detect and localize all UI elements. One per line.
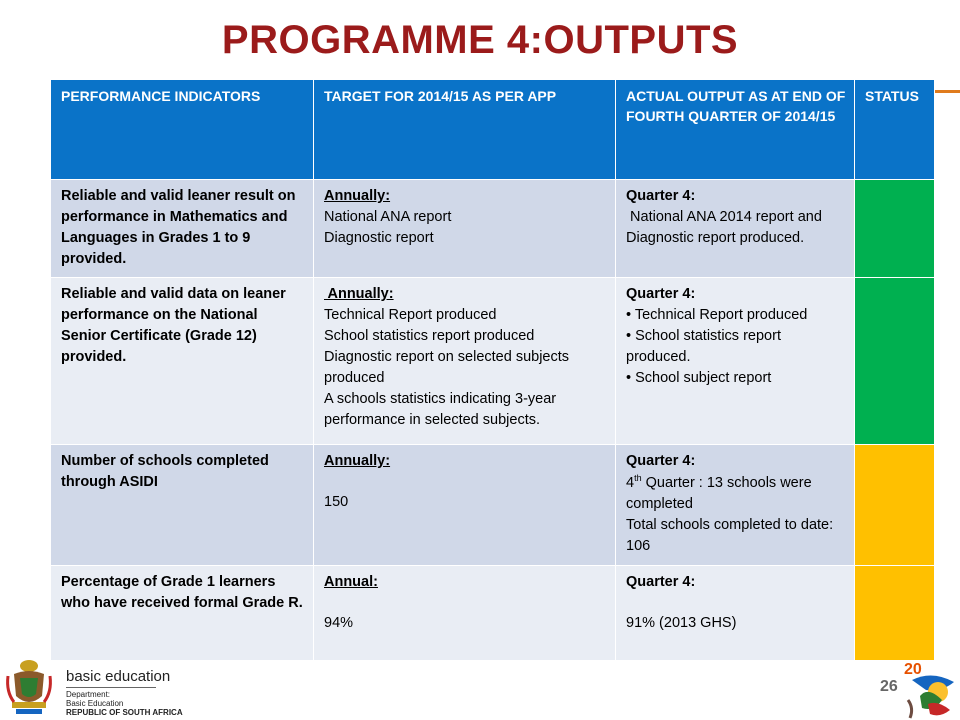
header-performance-indicators: PERFORMANCE INDICATORS: [51, 80, 314, 180]
target-line: A schools statistics indicating 3-year performance in selected subjects.: [324, 391, 557, 429]
table-row: [51, 566, 935, 661]
actual-heading: Quarter 4:: [626, 453, 696, 469]
table-row: [51, 445, 935, 566]
outputs-table: [50, 79, 935, 661]
indicator-cell: Number of schools completed through ASIDI: [51, 445, 314, 566]
target-value: 150: [324, 494, 349, 511]
country-name: REPUBLIC OF SOUTH AFRICA: [66, 708, 183, 717]
actual-heading: Quarter 4:: [626, 574, 696, 590]
actual-cell: [616, 278, 855, 445]
quarter-number: 4: [626, 474, 635, 491]
department-brand: [66, 668, 183, 717]
header-status: STATUS: [855, 80, 935, 180]
anniversary-logo-icon: [898, 656, 960, 720]
accent-line: [934, 90, 960, 93]
spacer: [626, 593, 846, 613]
target-line: Technical Report produced: [324, 307, 497, 324]
actual-cell: [616, 566, 855, 661]
table-row: [51, 180, 935, 278]
header-actual-output: ACTUAL OUTPUT AS AT END OF FOURTH QUARTER OF 2014/15: [616, 80, 855, 180]
actual-line: National ANA 2014 report and Diagnostic report produced.: [626, 209, 826, 247]
quarter-text: Quarter : 13 schools were completed: [626, 474, 816, 512]
brand-name: basic education: [66, 668, 171, 685]
target-line: School statistics report produced: [324, 328, 535, 345]
coat-of-arms-icon: [4, 658, 54, 716]
actual-cell: [616, 180, 855, 278]
header-target: TARGET FOR 2014/15 AS PER APP: [314, 80, 616, 180]
target-line: Diagnostic report on selected subjects produced: [324, 349, 570, 387]
target-cell: [314, 180, 616, 278]
dept-line: Department:: [66, 690, 111, 699]
actual-heading: Quarter 4:: [626, 188, 696, 204]
indicator-cell: Percentage of Grade 1 learners who have received formal Grade R.: [51, 566, 314, 661]
target-heading: Annually:: [324, 188, 391, 204]
indicator-cell: Reliable and valid leaner result on performance in Mathematics and Languages in Grades 1 to 9 provided.: [51, 180, 314, 278]
actual-bullet: • School subject report: [626, 370, 772, 387]
target-cell: [314, 566, 616, 661]
status-indicator-green: [855, 278, 935, 445]
slide-title: PROGRAMME 4:OUTPUTS: [221, 18, 739, 62]
actual-cell: [616, 445, 855, 566]
page-number: 26: [880, 678, 898, 695]
indicator-cell: Reliable and valid data on leaner performance on the National Senior Certificate (Grade 12) provided.: [51, 278, 314, 445]
dept-line: Basic Education: [66, 699, 124, 708]
target-line: Diagnostic report: [324, 230, 434, 247]
actual-line: Total schools completed to date: 106: [626, 516, 834, 554]
actual-heading: Quarter 4:: [626, 286, 696, 302]
quarter-suffix: th: [634, 473, 642, 484]
table-row: [51, 278, 935, 445]
target-cell: [314, 278, 616, 445]
target-heading: Annually:: [324, 286, 394, 302]
target-heading: Annually:: [324, 453, 391, 469]
target-value: 94%: [324, 615, 354, 632]
target-line: National ANA report: [324, 209, 452, 226]
status-indicator-amber: [855, 445, 935, 566]
svg-text:20: 20: [904, 661, 922, 678]
spacer: [324, 593, 607, 613]
brand-divider: [66, 687, 156, 688]
spacer: [324, 472, 607, 492]
table-header-row: [51, 80, 935, 180]
status-indicator-green: [855, 180, 935, 278]
target-heading: Annual:: [324, 574, 378, 590]
actual-bullet: • School statistics report produced.: [626, 328, 781, 366]
actual-bullet: • Technical Report produced: [626, 307, 808, 324]
actual-value: 91% (2013 GHS): [626, 615, 737, 632]
actual-line: [626, 472, 846, 515]
status-indicator-amber: [855, 566, 935, 661]
target-cell: [314, 445, 616, 566]
